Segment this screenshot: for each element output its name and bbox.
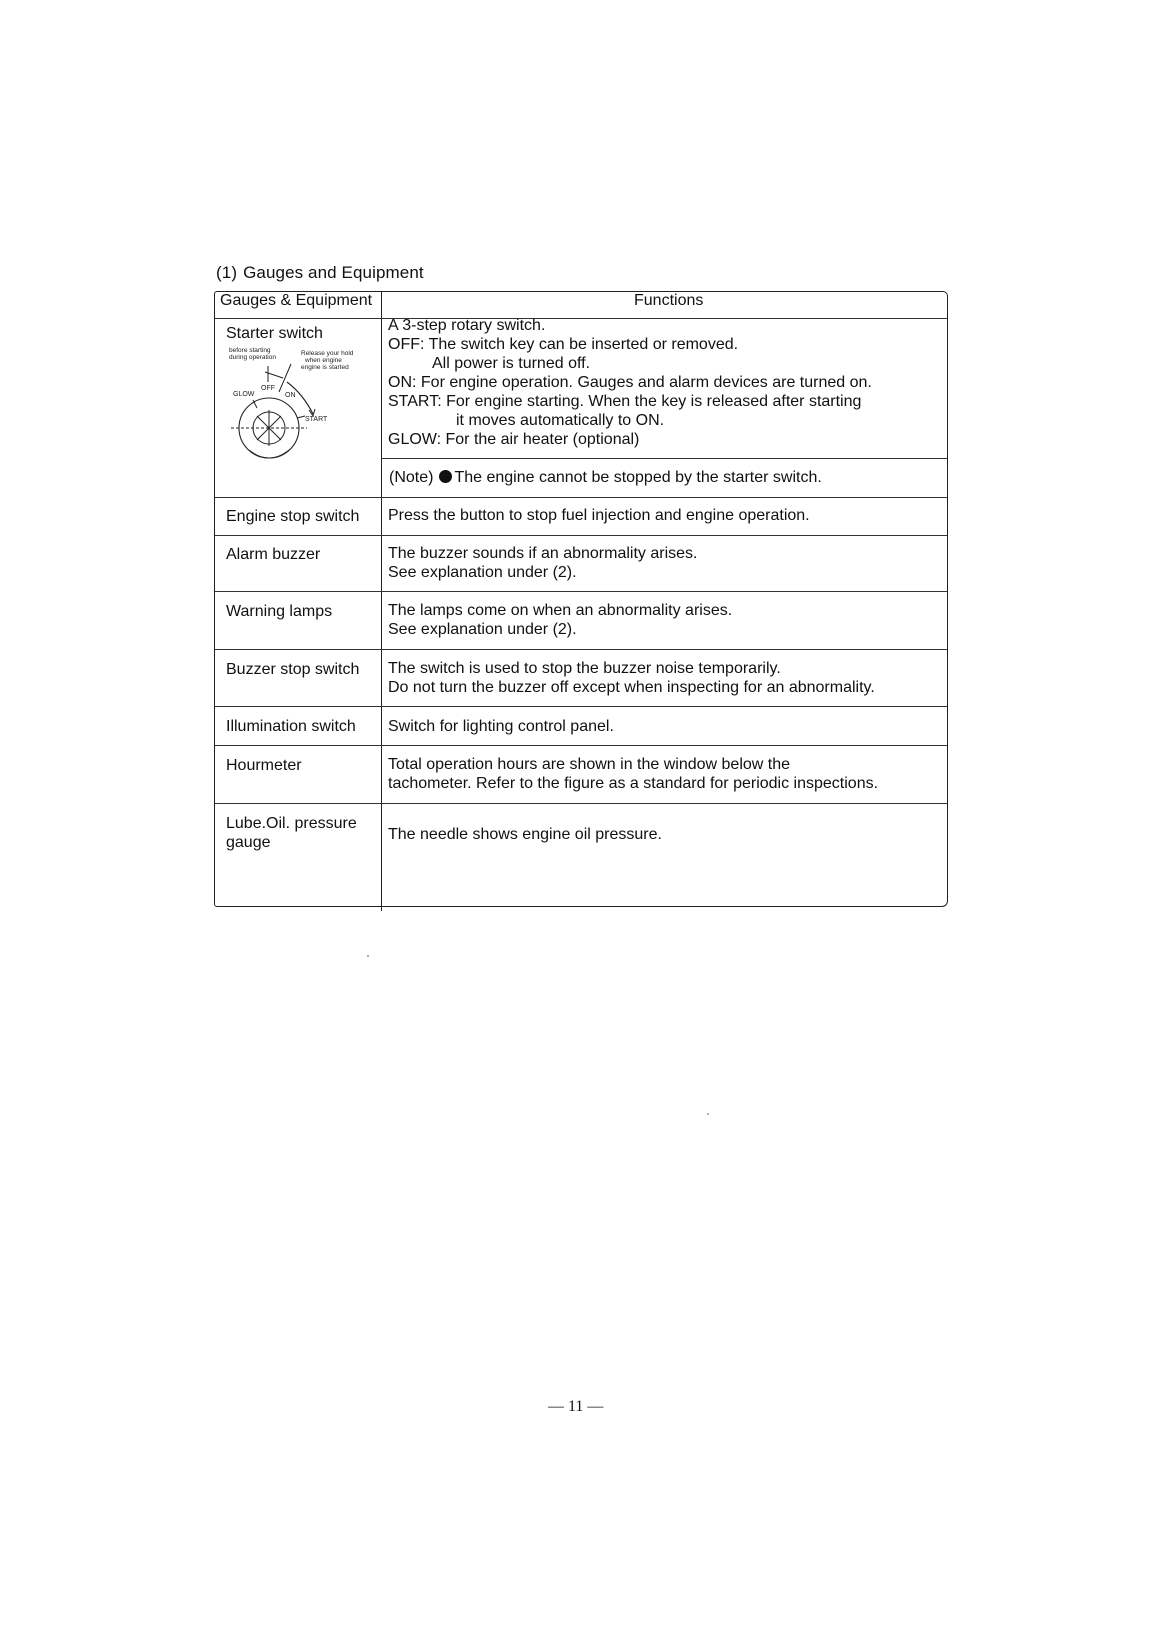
- starter-line-2: OFF: The switch key can be inserted or removed.: [388, 336, 739, 353]
- lube-oil-gauge-label-line-1: Lube.Oil. pressure: [226, 815, 357, 832]
- gauges-equipment-table: [214, 291, 948, 907]
- starter-line-5: START: For engine starting. When the key is released after starting: [388, 393, 862, 410]
- note-text: The engine cannot be stopped by the starter switch.: [454, 469, 822, 486]
- row-divider: [215, 745, 947, 746]
- column-divider: [381, 292, 382, 911]
- scan-speck: [367, 955, 369, 957]
- lube-oil-gauge-label-line-2: gauge: [226, 834, 271, 851]
- diagram-engine-started: engine is started: [301, 364, 349, 371]
- section-number: (1): [216, 263, 238, 282]
- alarm-buzzer-function-line-2: See explanation under (2).: [388, 564, 577, 581]
- diagram-on-label: ON: [285, 392, 296, 399]
- starter-line-1: A 3-step rotary switch.: [388, 317, 546, 334]
- hourmeter-function-line-2: tachometer. Refer to the figure as a standard for periodic inspections.: [388, 775, 879, 792]
- alarm-buzzer-function-line-1: The buzzer sounds if an abnormality arises.: [388, 545, 698, 562]
- starter-note-divider: [381, 458, 947, 459]
- note-label: (Note): [389, 469, 434, 486]
- buzzer-stop-switch-function-line-2: Do not turn the buzzer off except when inspecting for an abnormality.: [388, 679, 875, 696]
- diagram-start-label: START: [305, 416, 328, 423]
- diagram-off-label: OFF: [261, 385, 275, 392]
- section-title: Gauges and Equipment: [243, 263, 424, 282]
- row-divider: [215, 649, 947, 650]
- scan-speck: [707, 1113, 709, 1115]
- row-divider: [215, 591, 947, 592]
- buzzer-stop-switch-function-line-1: The switch is used to stop the buzzer noise temporarily.: [388, 660, 781, 677]
- bullet-icon: [439, 470, 452, 483]
- starter-switch-label: Starter switch: [226, 325, 323, 342]
- diagram-release-hold: Release your hold: [301, 350, 354, 357]
- engine-stop-switch-function: Press the button to stop fuel injection and engine operation.: [388, 507, 810, 524]
- row-divider: [215, 706, 947, 707]
- warning-lamps-label: Warning lamps: [226, 603, 333, 620]
- illumination-switch-label: Illumination switch: [226, 718, 356, 735]
- starter-line-3: All power is turned off.: [432, 355, 591, 372]
- warning-lamps-function-line-2: See explanation under (2).: [388, 621, 577, 638]
- page-number: — 11 —: [548, 1398, 604, 1415]
- row-divider: [215, 803, 947, 804]
- hourmeter-label: Hourmeter: [226, 757, 302, 774]
- starter-switch-diagram: [225, 342, 375, 482]
- starter-line-4: ON: For engine operation. Gauges and alarm devices are turned on.: [388, 374, 872, 391]
- header-divider: [215, 318, 947, 319]
- section-heading: [216, 263, 424, 283]
- lube-oil-gauge-function: The needle shows engine oil pressure.: [388, 826, 662, 843]
- engine-stop-switch-label: Engine stop switch: [226, 508, 360, 525]
- hourmeter-function-line-1: Total operation hours are shown in the window below the: [388, 756, 791, 773]
- diagram-when-engine: when engine: [305, 357, 342, 364]
- diagram-glow-label: GLOW: [233, 391, 255, 398]
- starter-line-7: GLOW: For the air heater (optional): [388, 431, 640, 448]
- warning-lamps-function-line-1: The lamps come on when an abnormality arises.: [388, 602, 733, 619]
- row-divider: [215, 497, 947, 498]
- diagram-before-starting: before starting: [229, 347, 271, 354]
- starter-note: [389, 468, 822, 488]
- diagram-during-operation: during operation: [229, 354, 276, 361]
- starter-line-6: it moves automatically to ON.: [456, 412, 665, 429]
- illumination-switch-function: Switch for lighting control panel.: [388, 718, 614, 735]
- buzzer-stop-switch-label: Buzzer stop switch: [226, 661, 360, 678]
- row-divider: [215, 535, 947, 536]
- alarm-buzzer-label: Alarm buzzer: [226, 546, 321, 563]
- header-functions: Functions: [634, 292, 704, 309]
- header-gauges-equipment: Gauges & Equipment: [220, 292, 373, 309]
